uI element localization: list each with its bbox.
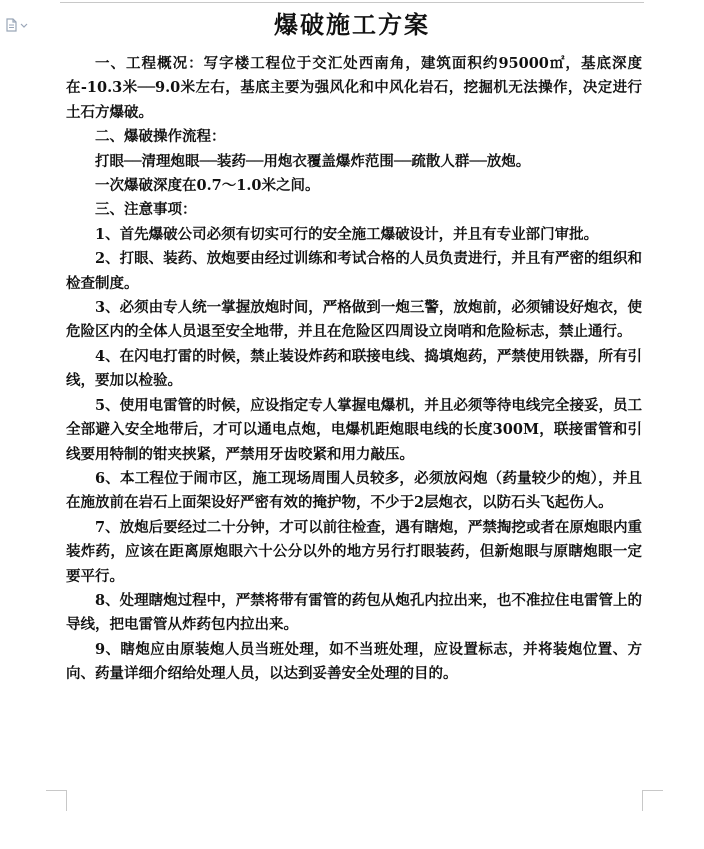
precaution-item-6: 6、本工程位于闹市区，施工现场周围人员较多，必须放闷炮（药量较少的炮），并且在施放前在岩石上面架设好严密有效的掩护物，不少于2层炮衣，以防石头飞起伤人。 [66, 469, 642, 512]
page-top-border [60, 2, 644, 3]
precaution-item-9: 9、瞎炮应由原装炮人员当班处理，如不当班处理，应设置标志，并将装炮位置、方向、药量详细介绍给处理人员，以达到妥善安全处理的目的。 [66, 640, 642, 683]
heading-blasting-procedure: 二、爆破操作流程： [95, 128, 226, 146]
document-body [66, 52, 642, 687]
page-margin-corner-bottom-right [642, 790, 663, 811]
precaution-item-8: 8、处理瞎炮过程中，严禁将带有雷管的药包从炮孔内拉出来，也不准拉住电雷管上的导线，把电雷管从炸药包内拉出来。 [66, 591, 642, 634]
paragraph-procedure-steps: 打眼──清理炮眼──装药──用炮衣覆盖爆炸范围──疏散人群──放炮。 [95, 152, 531, 170]
precaution-item-2: 2、打眼、装药、放炮要由经过训练和考试合格的人员负责进行，并且有严密的组织和检查制度。 [66, 250, 642, 292]
paragraph-blast-depth: 一次爆破深度在0.7～1.0米之间。 [95, 177, 320, 195]
precaution-item-3: 3、必须由专人统一掌握放炮时间，严格做到一炮三警，放炮前，必须铺设好炮衣，使危险区内的全体人员退至安全地带，并且在危险区四周设立岗哨和危险标志，禁止通行。 [66, 299, 642, 341]
precaution-item-5: 5、使用电雷管的时候，应设指定专人掌握电爆机，并且必须等待电线完全接妥，员工全部避入安全地带后，才可以通电点炮，电爆机距炮眼电线的长度300M，联接雷管和引线要用特制的钳夹挟紧，严禁用牙齿咬紧和用力敲压。 [66, 396, 642, 463]
paragraph-project-overview: 一、工程概况：写字楼工程位于交汇处西南角，建筑面积约95000㎡，基底深度在-10.3米──9.0米左右，基底主要为强风化和中风化岩石，挖掘机无法操作，决定进行土石方爆破。 [66, 55, 642, 121]
document-title: 爆破施工方案 [274, 11, 430, 39]
heading-precautions: 三、注意事项： [95, 201, 197, 219]
precaution-item-1: 1、首先爆破公司必须有切实可行的安全施工爆破设计，并且有专业部门审批。 [95, 225, 599, 243]
page-margin-corner-bottom-left [46, 790, 67, 811]
precaution-item-7: 7、放炮后要经过二十分钟，才可以前往检查，遇有瞎炮，严禁掏挖或者在原炮眼内重装炸药，应该在距离原炮眼六十公分以外的地方另行打眼装药，但新炮眼与原瞎炮眼一定要平行。 [66, 518, 642, 585]
precaution-item-4: 4、在闪电打雷的时候，禁止装设炸药和联接电线、捣填炮药，严禁使用铁器，所有引线，要加以检验。 [66, 347, 642, 390]
